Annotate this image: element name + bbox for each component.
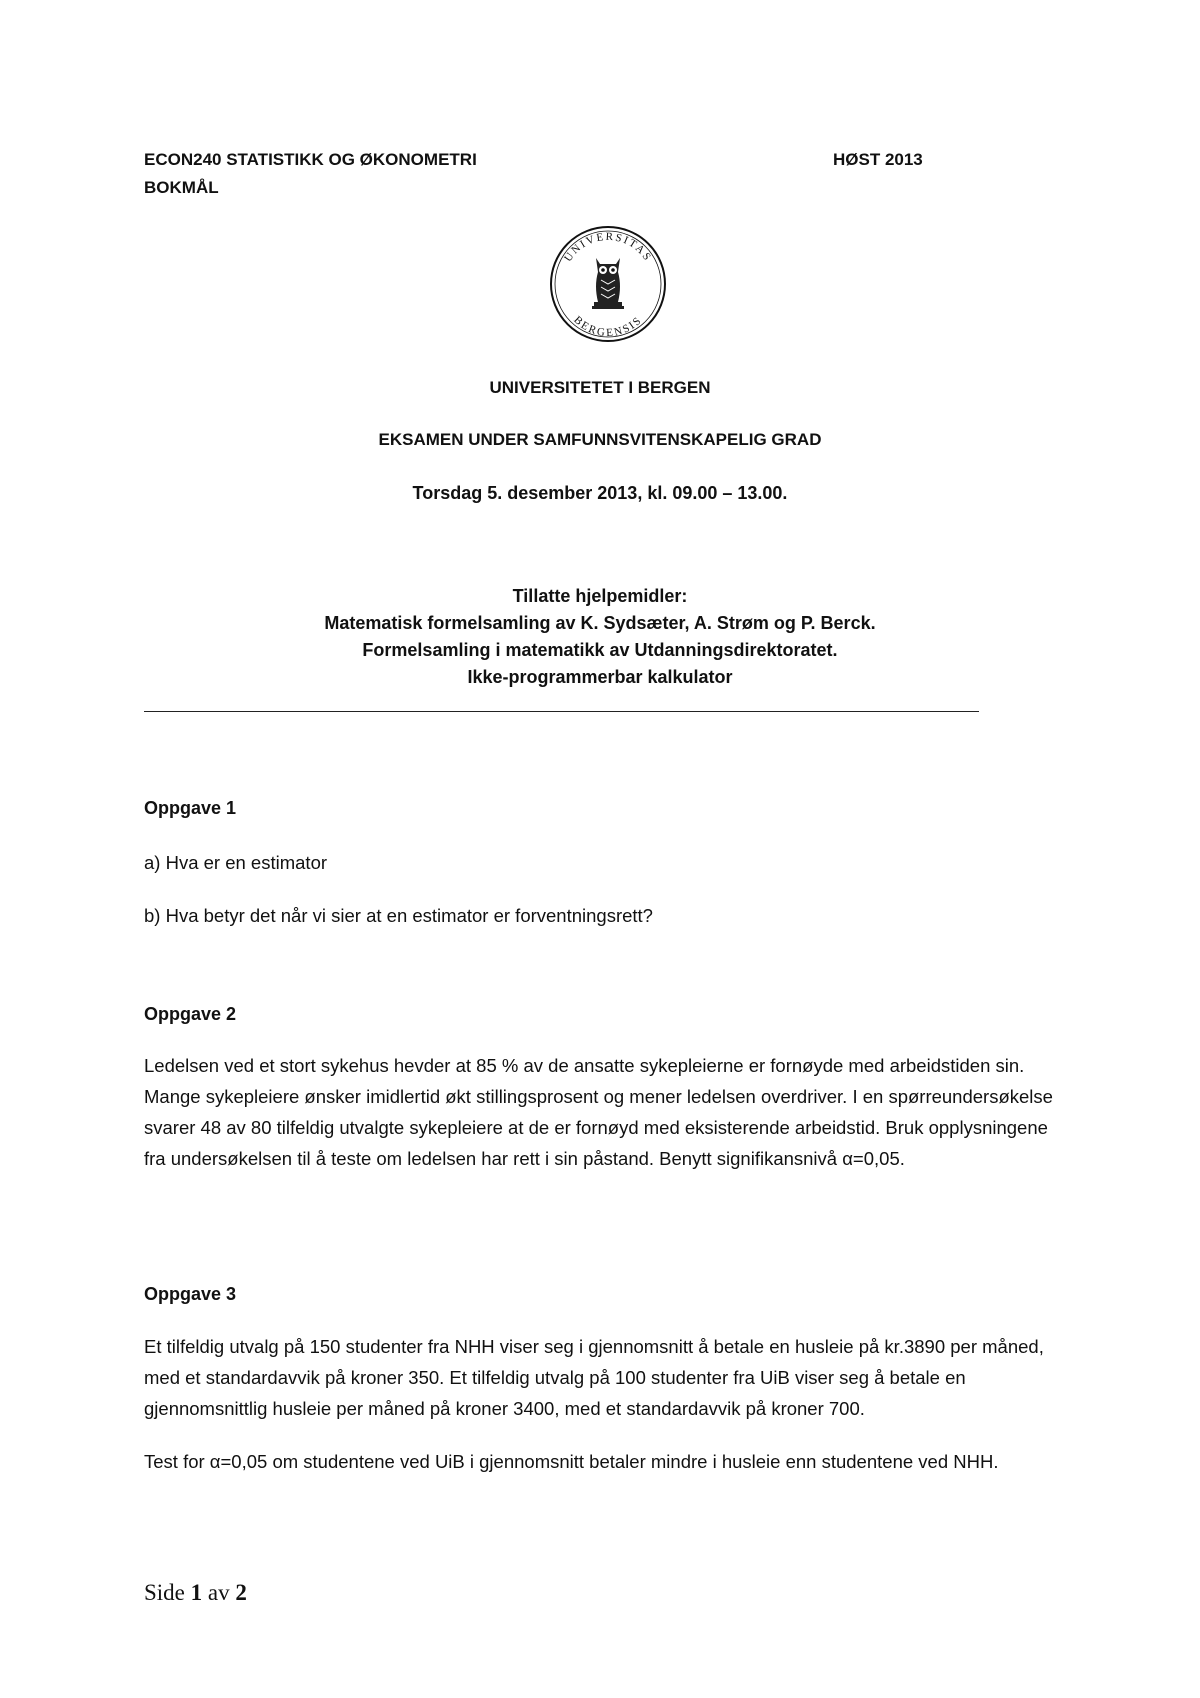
task-3-question: Test for α=0,05 om studentene ved UiB i gjennomsnitt betaler mindre i husleie enn studentene ved NHH. [144,1451,999,1472]
divider [144,711,979,712]
of-label: av [207,1580,230,1605]
current-page: 1 [190,1580,203,1605]
aids-item: Matematisk formelsamling av K. Sydsæter, A. Strøm og P. Berck. [324,613,876,633]
exam-date: Torsdag 5. desember 2013, kl. 09.00 – 13.00. [412,483,788,503]
aids-item: Formelsamling i matematikk av Utdanningsdirektoratet. [362,640,838,660]
aids-heading: Tillatte hjelpemidler: [512,586,688,606]
task-1-heading: Oppgave 1 [144,798,237,818]
page-number [144,1580,247,1606]
task-3-text: Et tilfeldig utvalg på 150 studenter fra NHH viser seg i gjennomsnitt å betale en husleie på kr.3890 per måned, med et standardavvik på kroner 350. Et tilfeldig utvalg på 100 studenter fra UiB viser seg å betale en gjennomsnittlig husleie per måned på kroner 3400, med et standardavvik på kroner 700. [144,1336,1044,1419]
allowed-aids [0,583,1200,691]
task-3-heading: Oppgave 3 [144,1284,237,1304]
task-1-question-a: a) Hva er en estimator [144,852,328,873]
task-2-text: Ledelsen ved et stort sykehus hevder at 85 % av de ansatte sykepleierne er fornøyde med arbeidstiden sin. Mange sykepleiere ønsker imidlertid økt stillingsprosent og mener ledelsen overdriver. I en spørreundersøkelse svarer 48 av 80 tilfeldig utvalgte sykepleiere at de er fornøyd med eksisterende arbeidstid. Bruk opplysningene fra undersøkelsen til å teste om ledelsen har rett i sin påstand. Benytt signifikansnivå α=0,05. [144,1055,1053,1169]
exam-title: EKSAMEN UNDER SAMFUNNSVITENSKAPELIG GRAD [378,430,822,449]
total-pages: 2 [235,1580,247,1605]
task-2-heading: Oppgave 2 [144,1004,237,1024]
header-left [144,146,477,202]
side-label: Side [144,1580,185,1605]
owl-seal-icon [548,224,668,344]
svg-text:BERGENSIS: BERGENSIS [571,313,645,340]
term-label: HØST 2013 [833,150,923,169]
svg-text:UNIVERSITAS: UNIVERSITAS [562,230,655,265]
aids-item: Ikke-programmerbar kalkulator [467,667,733,687]
university-name: UNIVERSITETET I BERGEN [489,378,711,397]
task-1-question-b: b) Hva betyr det når vi sier at en estimator er forventningsrett? [144,905,653,926]
course-title: ECON240 STATISTIKK OG ØKONOMETRI [144,150,477,169]
language-label: BOKMÅL [144,178,219,197]
